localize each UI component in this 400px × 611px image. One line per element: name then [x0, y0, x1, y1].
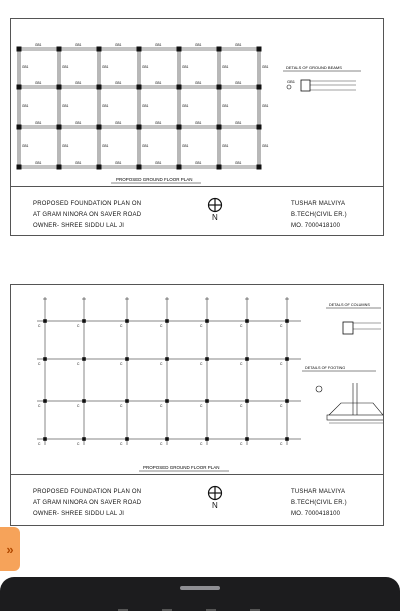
column-marker: [17, 125, 22, 130]
beam-detail-marker: [287, 85, 291, 89]
engineer-name: TUSHAR MALVIYA: [291, 489, 346, 495]
column-marker: [257, 125, 262, 130]
plan-caption: PROPOSED GROUND FLOOR PLAN: [143, 465, 220, 470]
column-marker: [43, 399, 47, 403]
column-label: C: [240, 362, 243, 366]
beam-label: GB1: [222, 65, 229, 69]
beam-label: GB1: [182, 104, 189, 108]
column-marker: [97, 85, 102, 90]
column-marker: [57, 125, 62, 130]
beam-section: [301, 80, 310, 91]
column-marker: [82, 399, 86, 403]
title-block: [11, 186, 383, 235]
beam-label: GB1: [22, 65, 29, 69]
column-marker: [245, 357, 249, 361]
beam-label: GB1: [62, 144, 69, 148]
column-label: C: [160, 404, 163, 408]
column-marker: [97, 47, 102, 52]
beam-label: GB1: [182, 65, 189, 69]
column-label: C: [240, 404, 243, 408]
column-label: C: [200, 404, 203, 408]
beam-label: GB1: [75, 43, 82, 47]
column-marker: [205, 399, 209, 403]
column-label: C: [160, 324, 163, 328]
north-arrow: [205, 485, 225, 510]
engineer-name: TUSHAR MALVIYA: [291, 201, 346, 207]
north-label: N: [212, 501, 218, 510]
column-marker: [82, 319, 86, 323]
column-marker: [177, 125, 182, 130]
column-marker: [177, 47, 182, 52]
column-marker: [137, 125, 142, 130]
beam-label: GB1: [62, 104, 69, 108]
column-marker: [137, 85, 142, 90]
beam-label: GB1: [195, 81, 202, 85]
column-marker: [177, 165, 182, 170]
column-marker: [137, 165, 142, 170]
footing-detail-title: DETAILS OF FOOTING: [305, 366, 346, 370]
column-marker: [217, 85, 222, 90]
column-marker: [177, 85, 182, 90]
column-grid-svg: [11, 285, 383, 475]
beam-label: GB1: [235, 121, 242, 125]
beam-label: GB1: [102, 104, 109, 108]
title-block: [11, 474, 383, 525]
column-label: C: [77, 404, 80, 408]
beam-label: GB1: [62, 65, 69, 69]
beam-detail-title: DETALS OF GROUND BEAMS: [286, 65, 342, 70]
beam-label: GB1: [142, 65, 149, 69]
beam-label: GB1: [35, 121, 42, 125]
beam-label: GB1: [262, 144, 269, 148]
column-marker: [217, 47, 222, 52]
beam-label: GB1: [115, 121, 122, 125]
column-marker: [285, 357, 289, 361]
column-label: C: [200, 324, 203, 328]
column-label: C: [200, 442, 203, 446]
beam-label: GB1: [22, 104, 29, 108]
location-line: AT GRAM NINORA ON SAVER ROAD: [33, 500, 142, 506]
beam-label: GB1: [75, 161, 82, 165]
beam-label: GB1: [195, 161, 202, 165]
column-marker: [17, 85, 22, 90]
beam-label: GB1: [262, 104, 269, 108]
column-marker: [82, 357, 86, 361]
beam-label: GB1: [75, 81, 82, 85]
beam-label: GB1: [35, 43, 42, 47]
title-block-engineer: [291, 487, 347, 520]
beam-label: GB1: [35, 161, 42, 165]
drag-handle[interactable]: [180, 586, 220, 590]
column-label: C: [38, 324, 41, 328]
footing-marker: [316, 386, 322, 392]
engineer-phone: MO. 7000418100: [291, 223, 341, 229]
beam-plan-drawing: [11, 19, 383, 187]
column-marker: [257, 165, 262, 170]
column-marker: [43, 357, 47, 361]
beam-label: GB1: [195, 121, 202, 125]
beam-label: GB1: [115, 161, 122, 165]
engineer-phone: MO. 7000418100: [291, 511, 341, 517]
location-line: AT GRAM NINORA ON SAVER ROAD: [33, 212, 142, 218]
column-marker: [165, 399, 169, 403]
owner-line: OWNER- SHREE SIDDU LAL JI: [33, 223, 125, 229]
column-label: C: [38, 362, 41, 366]
engineer-degree: B.TECH(CIVIL ER.): [291, 500, 347, 506]
column-marker: [165, 319, 169, 323]
north-label: N: [212, 213, 218, 222]
column-marker: [165, 437, 169, 441]
column-marker: [285, 319, 289, 323]
column-label: C: [120, 404, 123, 408]
column-marker: [97, 165, 102, 170]
beam-label: GB1: [235, 81, 242, 85]
beam-label: GB1: [262, 65, 269, 69]
owner-line: OWNER- SHREE SIDDU LAL JI: [33, 511, 125, 517]
beam-label: GB1: [35, 81, 42, 85]
column-label: C: [160, 362, 163, 366]
beam-grid: [17, 43, 269, 170]
column-label: C: [280, 404, 283, 408]
column-label: C: [38, 442, 41, 446]
beam-label: GB1: [222, 104, 229, 108]
column-marker: [43, 437, 47, 441]
beam-label: GB1: [235, 43, 242, 47]
column-marker: [165, 357, 169, 361]
bottom-sheet-bar[interactable]: [0, 577, 400, 611]
engineer-degree: B.TECH(CIVIL ER.): [291, 212, 347, 218]
column-marker: [257, 47, 262, 52]
beam-label: GB1: [155, 43, 162, 47]
column-detail-title: DETALS OF COLUMNS: [329, 303, 370, 307]
beam-label: GB1: [195, 43, 202, 47]
column-marker: [285, 399, 289, 403]
beam-label: GB1: [182, 144, 189, 148]
column-marker: [43, 319, 47, 323]
north-arrow-icon: [207, 197, 223, 213]
column-marker: [57, 85, 62, 90]
column-marker: [217, 125, 222, 130]
beam-label: GB1: [155, 161, 162, 165]
beam-grid-svg: [11, 19, 383, 187]
beam-detail-label: GB1: [287, 79, 296, 84]
beam-label: GB1: [115, 43, 122, 47]
column-label: C: [120, 442, 123, 446]
column-marker: [17, 47, 22, 52]
column-plan-drawing: [11, 285, 383, 475]
north-arrow-icon: [207, 485, 223, 501]
column-marker: [245, 437, 249, 441]
column-label: C: [160, 442, 163, 446]
column-label: C: [77, 442, 80, 446]
column-marker: [205, 437, 209, 441]
column-marker: [205, 357, 209, 361]
drawing-sheet-columns: [10, 284, 384, 526]
drawing-sheet-beams: [10, 18, 384, 236]
column-label: C: [240, 324, 243, 328]
column-marker: [125, 399, 129, 403]
expand-panel-button[interactable]: [0, 527, 20, 571]
beam-label: GB1: [75, 121, 82, 125]
column-marker: [245, 399, 249, 403]
column-marker: [17, 165, 22, 170]
footing-section: [327, 383, 383, 423]
column-marker: [125, 437, 129, 441]
column-label: C: [240, 442, 243, 446]
column-label: C: [280, 324, 283, 328]
column-grid: [37, 297, 301, 446]
column-marker: [97, 125, 102, 130]
beam-label: GB1: [22, 144, 29, 148]
column-marker: [57, 165, 62, 170]
column-label: C: [120, 324, 123, 328]
column-marker: [125, 319, 129, 323]
column-label: C: [38, 404, 41, 408]
beam-label: GB1: [155, 81, 162, 85]
column-marker: [285, 437, 289, 441]
bottom-nav-hint: [0, 605, 400, 611]
column-marker: [257, 85, 262, 90]
title-block-project: [33, 199, 141, 232]
beam-label: GB1: [235, 161, 242, 165]
beam-label: GB1: [115, 81, 122, 85]
column-label: C: [120, 362, 123, 366]
column-marker: [245, 319, 249, 323]
beam-label: GB1: [102, 144, 109, 148]
column-marker: [82, 437, 86, 441]
title-block-project: [33, 487, 141, 520]
column-label: C: [77, 324, 80, 328]
beam-label: GB1: [142, 104, 149, 108]
beam-label: GB1: [102, 65, 109, 69]
column-label: C: [280, 362, 283, 366]
beam-label: GB1: [222, 144, 229, 148]
project-line: PROPOSED FOUNDATION PLAN ON: [33, 489, 142, 495]
plan-caption: PROPOSED GROUND FLOOR PLAN: [116, 177, 193, 182]
column-label: C: [200, 362, 203, 366]
north-arrow: [205, 197, 225, 222]
column-marker: [125, 357, 129, 361]
beam-label: GB1: [142, 144, 149, 148]
beam-label: GB1: [155, 121, 162, 125]
column-marker: [217, 165, 222, 170]
column-label: C: [280, 442, 283, 446]
double-chevron-right-icon: »: [6, 541, 14, 557]
column-marker: [57, 47, 62, 52]
column-section: [343, 322, 353, 334]
column-marker: [205, 319, 209, 323]
column-label: C: [77, 362, 80, 366]
project-line: PROPOSED FOUNDATION PLAN ON: [33, 201, 142, 207]
title-block-engineer: [291, 199, 347, 232]
column-marker: [137, 47, 142, 52]
